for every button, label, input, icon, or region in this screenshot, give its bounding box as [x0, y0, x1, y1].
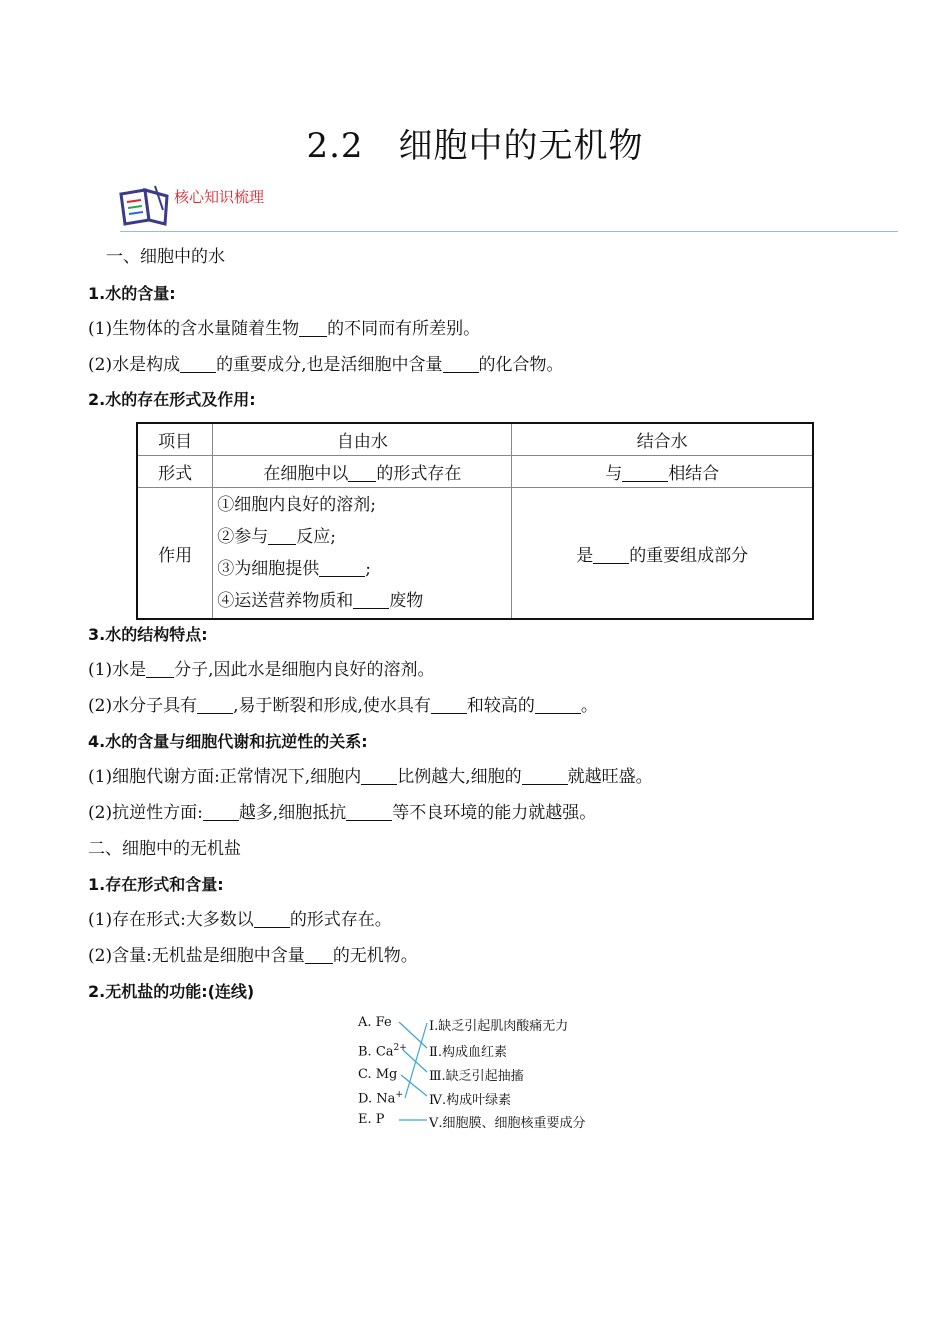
water-structure-heading: 3.水的结构特点:: [88, 625, 208, 644]
right-item-3: Ⅲ.缺乏引起抽搐: [429, 1069, 524, 1084]
table-cell-free-form: 在细胞中以 的形式存在: [213, 456, 512, 488]
left-item-p: E. P: [358, 1112, 385, 1127]
water-relation-heading: 4.水的含量与细胞代谢和抗逆性的关系:: [88, 732, 368, 751]
table-header-item: 项目: [137, 423, 213, 456]
matching-diagram: [355, 1010, 615, 1130]
water-content-heading: 1.水的含量:: [88, 284, 176, 303]
water-forms-table: [136, 422, 814, 620]
water-relation-line-1: (1)细胞代谢方面:正常情况下,细胞内 比例越大,细胞的 就越旺盛。: [88, 767, 653, 787]
salt-forms-heading: 1.存在形式和含量:: [88, 875, 224, 894]
header-divider: [120, 231, 898, 232]
table-cell-bound-role: 是 的重要组成部分: [512, 488, 813, 620]
table-row: [137, 423, 813, 456]
left-item-ca: B. $Ca^{2+}$: [358, 1043, 407, 1060]
left-item-fe: A. Fe: [358, 1015, 392, 1030]
table-header-bound-water: 结合水: [512, 423, 813, 456]
water-relation-line-2: (2)抗逆性方面: 越多,细胞抵抗 等不良环境的能力就越强。: [88, 803, 597, 823]
right-item-1: Ⅰ.缺乏引起肌肉酸痛无力: [429, 1019, 569, 1034]
table-cell-free-roles: ①细胞内良好的溶剂; ②参与 反应; ③为细胞提供 ; ④运送营养物质和 废物: [213, 488, 512, 620]
section-banner-label: 核心知识梳理: [174, 188, 265, 206]
page-title: 2.2 细胞中的无机物: [306, 126, 644, 166]
section-heading-salts: 二、细胞中的无机盐: [88, 839, 241, 859]
right-item-2: Ⅱ.构成血红素: [429, 1045, 507, 1060]
section-heading-water: 一、细胞中的水: [106, 247, 225, 267]
right-item-4: Ⅳ.构成叶绿素: [429, 1093, 512, 1108]
water-forms-heading: 2.水的存在形式及作用:: [88, 390, 256, 409]
right-item-5: Ⅴ.细胞膜、细胞核重要成分: [429, 1116, 586, 1131]
table-cell-form-label: 形式: [137, 456, 213, 488]
water-structure-line-2: (2)水分子具有 ,易于断裂和形成,使水具有 和较高的 。: [88, 696, 598, 716]
table-row: [137, 488, 813, 620]
water-content-line-2: (2)水是构成 的重要成分,也是活细胞中含量 的化合物。: [88, 355, 564, 375]
water-structure-line-1: (1)水是 分子,因此水是细胞内良好的溶剂。: [88, 660, 435, 680]
table-cell-bound-form: 与 相结合: [512, 456, 813, 488]
salt-forms-line-2: (2)含量:无机盐是细胞中含量 的无机物。: [88, 946, 418, 966]
salt-function-heading: 2.无机盐的功能:(连线): [88, 982, 255, 1001]
table-row: [137, 456, 813, 488]
match-line-mg: [401, 1075, 427, 1096]
left-item-mg: C. Mg: [358, 1067, 398, 1082]
water-content-line-1: (1)生物体的含水量随着生物 的不同而有所差别。: [88, 319, 481, 339]
salt-forms-line-1: (1)存在形式:大多数以 的形式存在。: [88, 910, 392, 930]
table-header-free-water: 自由水: [213, 423, 512, 456]
left-item-na: D. Na+: [358, 1090, 403, 1107]
table-cell-role-label: 作用: [137, 488, 213, 620]
